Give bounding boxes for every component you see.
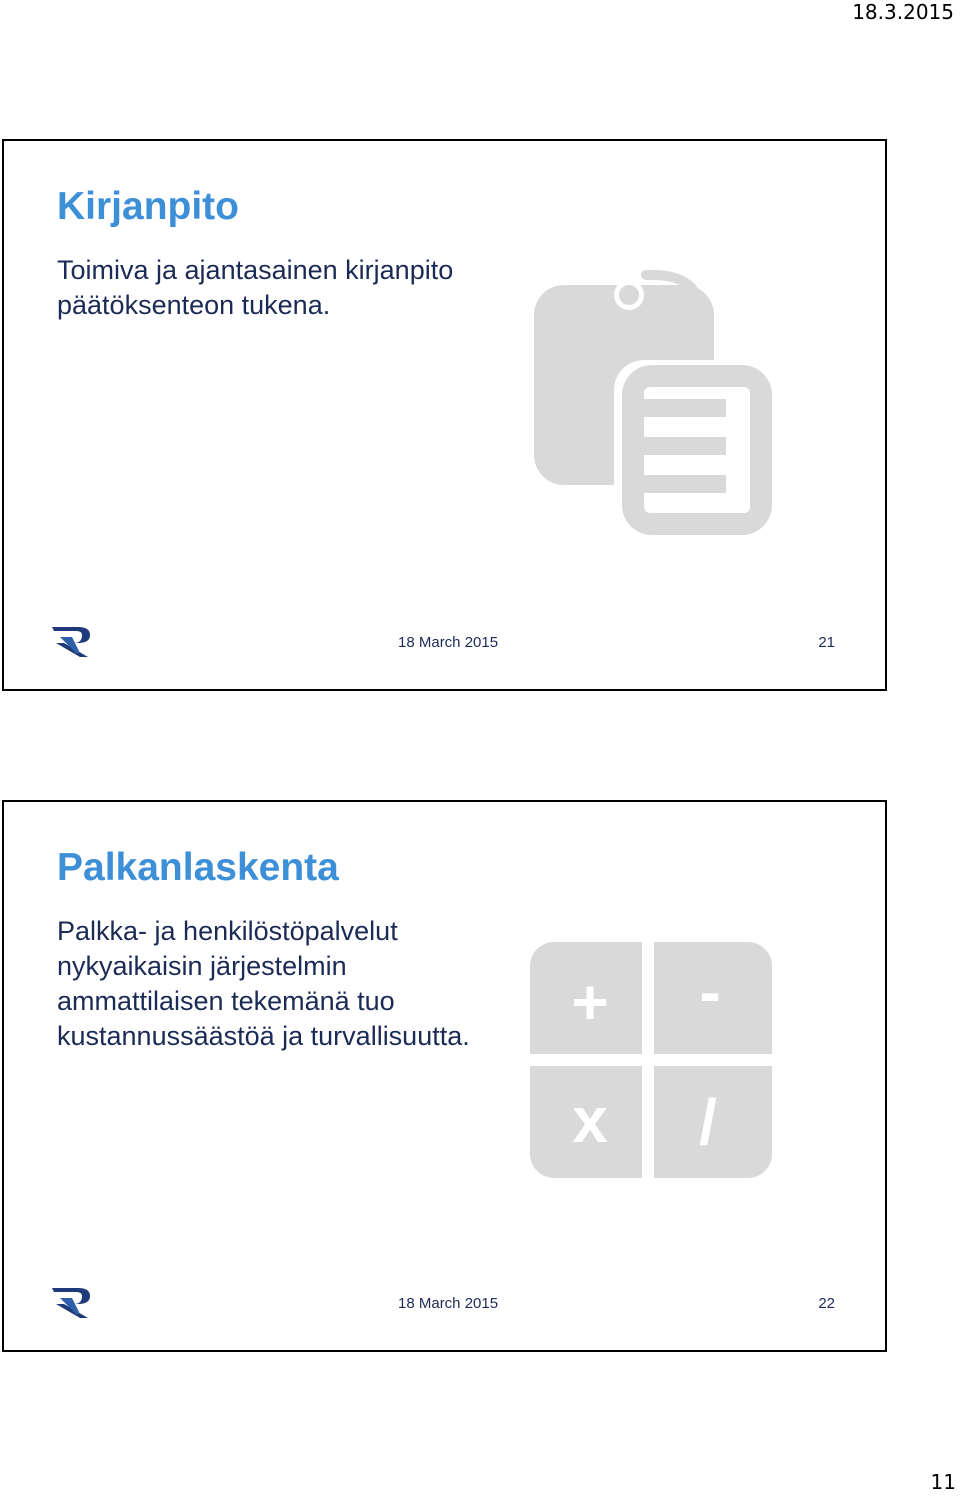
company-logo bbox=[50, 623, 92, 659]
slide-title: Kirjanpito bbox=[57, 185, 239, 228]
page-number: 11 bbox=[930, 1470, 956, 1494]
slide-number: 22 bbox=[818, 1295, 835, 1312]
multiply-label: x bbox=[572, 1084, 608, 1156]
footer-date: 18 March 2015 bbox=[398, 634, 499, 651]
slide-number: 21 bbox=[818, 634, 835, 651]
slide-palkanlaskenta bbox=[2, 800, 887, 1352]
divide-label: / bbox=[699, 1086, 717, 1158]
slide-title: Palkanlaskenta bbox=[57, 846, 339, 889]
company-logo bbox=[50, 1284, 92, 1320]
clipboard-document-icon bbox=[534, 265, 774, 535]
minus-label: - bbox=[699, 956, 721, 1028]
page-date: 18.3.2015 bbox=[852, 0, 954, 24]
slide-kirjanpito bbox=[2, 139, 887, 691]
slide-body: Palkka- ja henkilöstöpalvelut nykyaikaisin järjestelmin ammattilaisen tekemänä tuo kustannussäästöä ja turvallisuutta. bbox=[57, 916, 470, 1051]
calculator-icon bbox=[530, 942, 772, 1178]
footer-date: 18 March 2015 bbox=[398, 1295, 499, 1312]
plus-label: + bbox=[571, 966, 609, 1038]
slide-body: Toimiva ja ajantasainen kirjanpito päätöksenteon tukena. bbox=[57, 255, 454, 320]
